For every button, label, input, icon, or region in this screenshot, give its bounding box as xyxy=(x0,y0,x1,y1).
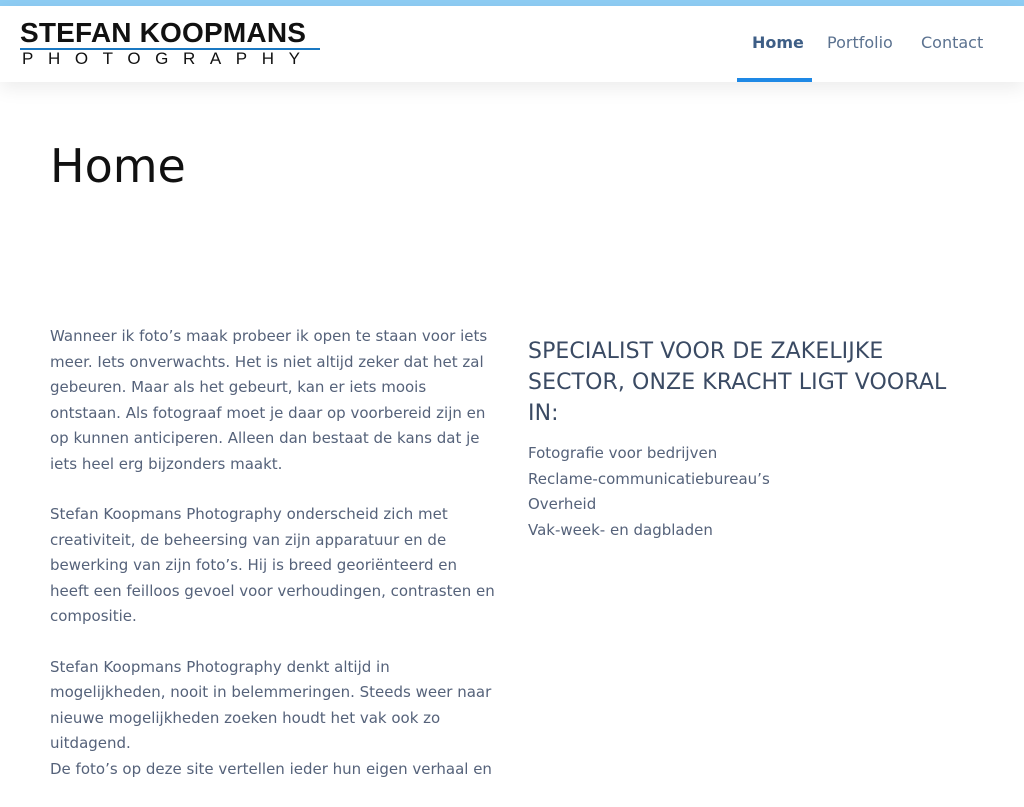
intro-text xyxy=(50,324,495,807)
site-logo[interactable] xyxy=(20,17,320,68)
nav-contact[interactable]: Contact xyxy=(921,33,984,52)
logo-subtitle: PHOTOGRAPHY xyxy=(22,49,315,68)
logo-name: STEFAN KOOPMANS xyxy=(20,17,307,48)
specialist-list xyxy=(528,441,978,543)
nav-portfolio[interactable]: Portfolio xyxy=(827,33,893,52)
list-item: Reclame-communicatiebureau’s xyxy=(528,469,770,488)
list-item: Overheid xyxy=(528,495,597,513)
specialist-section xyxy=(528,336,978,543)
page-title: Home xyxy=(50,139,186,193)
intro-paragraph: Stefan Koopmans Photography denkt altijd in mogelijkheden, nooit in belemmeringen. Steeds weer naar nieuwe mogelijkheden zoeken houdt het vak ook zo uitdagend. xyxy=(50,657,492,752)
specialist-heading: SPECIALIST VOOR DE ZAKELIJKE SECTOR, ONZE KRACHT LIGT VOORAL IN: xyxy=(528,339,947,426)
nav-active-indicator xyxy=(737,78,812,82)
list-item: Fotografie voor bedrijven xyxy=(528,444,718,462)
intro-paragraph: Wanneer ik foto’s maak probeer ik open te staan voor iets meer. Iets onverwachts. Het is niet altijd zeker dat het zal gebeuren. Maar als het gebeurt, kan er iets moois ontstaan. Als fotograaf moet je daar op voorbereid zijn en op kunnen anticiperen. Alleen dan bestaat de kans dat je iets heel erg bijzonders maakt. xyxy=(50,327,488,473)
site-header xyxy=(0,6,1024,82)
intro-paragraph: De foto’s op deze site vertellen ieder hun eigen verhaal en xyxy=(50,759,492,778)
intro-paragraph: Stefan Koopmans Photography onderscheid zich met creativiteit, de beheersing van zijn apparatuur en de bewerking van zijn foto’s. Hij is breed georiënteerd en heeft een feilloos gevoel voor verhoudingen, contrasten en compositie. xyxy=(50,505,495,625)
list-item: Vak-week- en dagbladen xyxy=(528,520,713,539)
nav-home[interactable]: Home xyxy=(752,33,804,52)
